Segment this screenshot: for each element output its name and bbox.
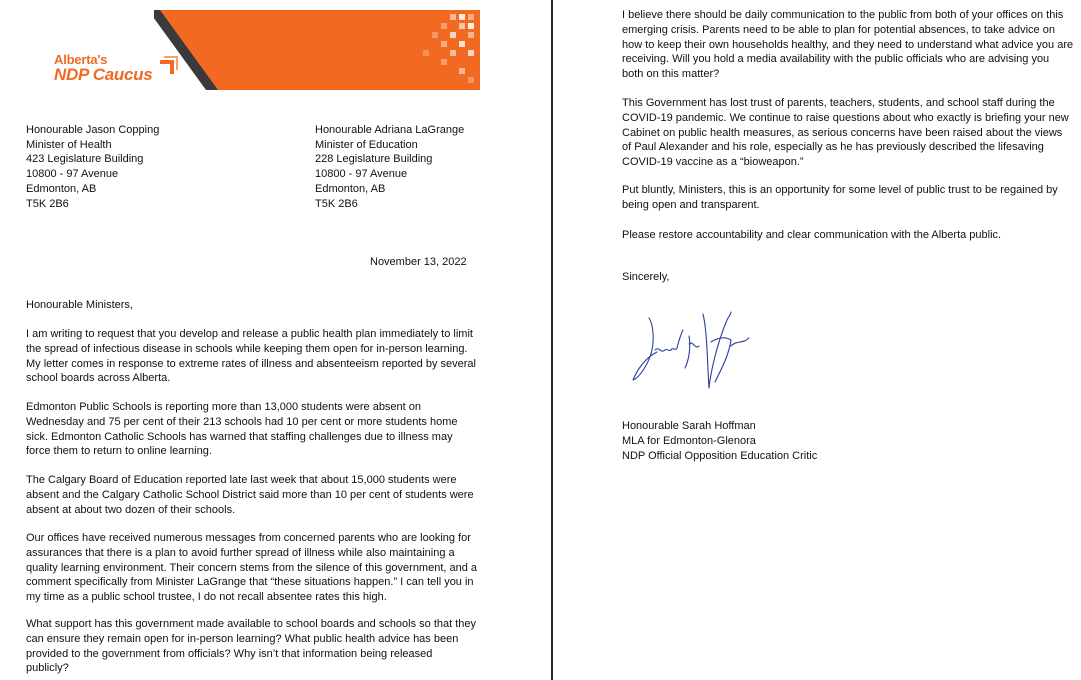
text-line: I am writing to request that you develop and release a public health plan immediately to limit (26, 328, 473, 340)
text-line: of Paul Alexander and his role, especially as he has previously described the lifesaving (622, 141, 1044, 154)
closing (622, 270, 669, 285)
address-line: 10800 - 97 Avenue (26, 168, 119, 181)
text-line: Sincerely, (622, 271, 670, 283)
paragraph (622, 8, 1073, 82)
text-line: provided to the government from officials? Why isn’t that information being released (26, 647, 433, 660)
signatory-title: MLA for Edmonton-Glenora (622, 434, 756, 447)
text-line: force them to return to online learning. (26, 445, 212, 458)
paragraph (622, 183, 1058, 213)
text-line: receiving. Will you hold a media availability with the public officials who are advising you (622, 53, 1050, 66)
address-line: Honourable Adriana LaGrange (315, 124, 465, 136)
paragraph (622, 96, 1069, 170)
handwritten-signature (631, 310, 751, 390)
text-line: Edmonton Public Schools is reporting more than 13,000 students were absent on (26, 401, 422, 413)
address-line: Edmonton, AB (315, 182, 386, 195)
address-line: 10800 - 97 Avenue (315, 168, 408, 181)
text-line: quality learning environment. Their concern stems from the silence of this government, and a (26, 561, 478, 574)
text-line: sick. Edmonton Catholic Schools has warned that staffing challenges due to illness may (26, 430, 453, 443)
text-line: Wednesday and 75 per cent of their 213 schools had 10 per cent or more students home (26, 415, 458, 428)
address-line: Minister of Education (315, 138, 418, 151)
text-line: publicly? (26, 662, 69, 675)
text-line: COVID-19 pandemic. We continue to raise questions about who exactly is briefing your new (622, 111, 1069, 124)
signatory-block (622, 419, 817, 463)
text-line: being open and transparent. (622, 198, 760, 211)
text-line: how to keep their own households healthy, and they need to understand what advice you are (622, 38, 1074, 51)
text-line: COVID-19 vaccine as a “bioweapon.” (622, 156, 804, 169)
paragraph (26, 617, 476, 676)
recipient-address-education (315, 123, 464, 211)
text-line: Put bluntly, Ministers, this is an opportunity for some level of public trust to be regained by (622, 184, 1058, 196)
ndp-caucus-logo (54, 52, 184, 88)
letterhead-banner (154, 10, 480, 90)
text-line: both on this matter? (622, 68, 720, 81)
signatory-role: NDP Official Opposition Education Critic (622, 449, 818, 462)
address-line: Minister of Health (26, 138, 112, 151)
text-line: What support has this government made available to school boards and schools so that they (26, 618, 477, 630)
address-line: 423 Legislature Building (26, 153, 144, 166)
text-line: the spread of infectious disease in schools while keeping them open for in-person learning. (26, 342, 468, 355)
paragraph (26, 400, 458, 459)
logo-line2: NDP Caucus (54, 65, 153, 84)
logo-line1: Alberta's (54, 52, 108, 67)
logo-arrow-icon (158, 56, 180, 82)
text-line: assurances that there is a plan to avoid further spread of illness while also maintaining a (26, 546, 455, 559)
text-line: Our offices have received numerous messages from concerned parents who are looking for (26, 532, 471, 544)
address-line: Edmonton, AB (26, 182, 97, 195)
text-line: absent and the Calgary Catholic School District said more than 10 per cent of students were (26, 488, 474, 501)
address-line: Honourable Jason Copping (26, 124, 160, 136)
paragraph (622, 228, 1001, 243)
text-line: can ensure they remain open for in-person learning? What public health advice has been (26, 632, 459, 645)
salutation: Honourable Ministers, (26, 299, 133, 311)
paragraph (26, 327, 476, 386)
letter-date: November 13, 2022 (370, 256, 467, 268)
text-line: emerging crisis. Parents need to be able to plan for potential absences, to take advice on (622, 23, 1055, 36)
text-line: I believe there should be daily communication to the public from both of your offices on this (622, 9, 1064, 21)
paragraph (26, 473, 474, 517)
text-line: Cabinet on public health measures, as serious concerns have been raised about the views (622, 126, 1063, 139)
text-line: Please restore accountability and clear communication with the Alberta public. (622, 229, 1002, 241)
signatory-name: Honourable Sarah Hoffman (622, 420, 756, 432)
text-line: My letter comes in response to extreme rates of illness and absenteeism reported by several (26, 357, 476, 370)
recipient-address-health (26, 123, 159, 211)
text-line: comment specifically from Minister LaGrange that “these situations happen.” I can tell you in (26, 576, 474, 589)
paragraph (26, 531, 477, 605)
address-line: T5K 2B6 (315, 197, 358, 210)
address-line: 228 Legislature Building (315, 153, 433, 166)
text-line: school boards across Alberta. (26, 372, 171, 385)
letter-page-2 (553, 0, 1081, 680)
text-line: my time as a public school trustee, I do not recall absentee rates this high. (26, 591, 387, 604)
text-line: absent at about two dozen of their schools. (26, 503, 236, 516)
text-line: The Calgary Board of Education reported late last week that about 15,000 students were (26, 474, 457, 486)
address-line: T5K 2B6 (26, 197, 69, 210)
text-line: This Government has lost trust of parents, teachers, students, and school staff during the (622, 97, 1055, 109)
